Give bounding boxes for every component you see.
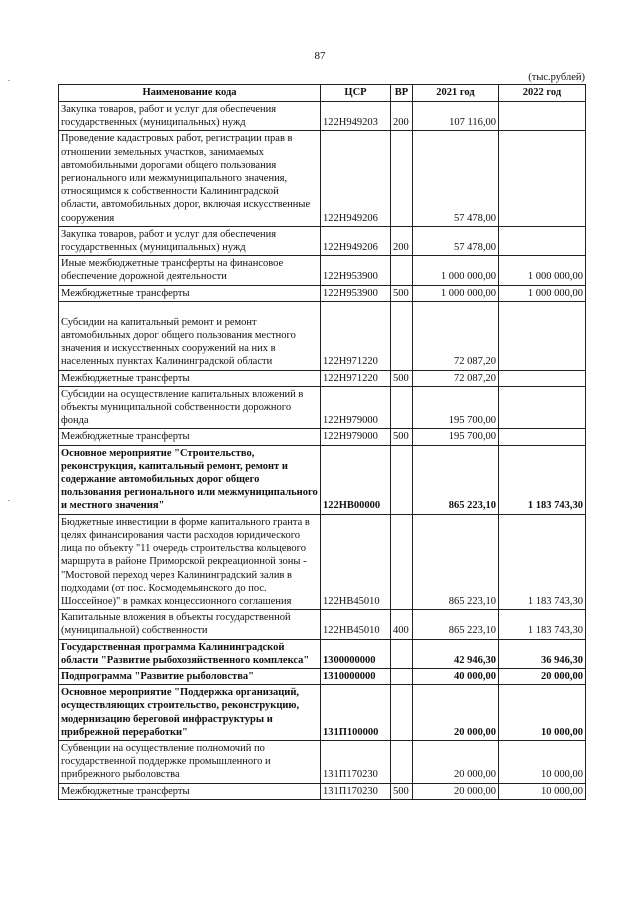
row-csr: 1300000000 xyxy=(321,639,391,668)
row-vr: 200 xyxy=(391,102,413,131)
row-2021: 1 000 000,00 xyxy=(413,285,499,301)
row-name: Субсидии на капитальный ремонт и ремонт автомобильных дорог общего пользования местного значения и искусственных сооружений на них в населенных пунктах Калининградской области xyxy=(59,301,321,370)
row-name: Субвенции на осуществление полномочий по государственной поддержке промышленного и прибрежного рыболовства xyxy=(59,740,321,783)
row-2021: 57 478,00 xyxy=(413,131,499,226)
row-2022: 10 000,00 xyxy=(499,740,586,783)
row-vr xyxy=(391,685,413,741)
row-name: Закупка товаров, работ и услуг для обеспечения государственных (муниципальных) нужд xyxy=(59,226,321,255)
table-row xyxy=(59,740,586,783)
header-name: Наименование кода xyxy=(59,85,321,102)
units-label: (тыс.рублей) xyxy=(528,72,585,83)
row-csr: 122Н953900 xyxy=(321,285,391,301)
row-2022 xyxy=(499,301,586,370)
table-row xyxy=(59,429,586,445)
row-vr xyxy=(391,131,413,226)
row-name: Основное мероприятие "Поддержка организаций, осуществляющих строительство, реконструкцию, модернизацию береговой инфраструктуры и прибрежной переработки" xyxy=(59,685,321,741)
row-csr: 122Н979000 xyxy=(321,429,391,445)
row-vr: 500 xyxy=(391,783,413,799)
header-vr: ВР xyxy=(391,85,413,102)
header-2022: 2022 год xyxy=(499,85,586,102)
row-2022 xyxy=(499,429,586,445)
table-row xyxy=(59,256,586,285)
row-csr: 122Н971220 xyxy=(321,301,391,370)
row-2021: 1 000 000,00 xyxy=(413,256,499,285)
row-2021: 865 223,10 xyxy=(413,445,499,514)
row-2021: 107 116,00 xyxy=(413,102,499,131)
table-row xyxy=(59,226,586,255)
row-2022: 20 000,00 xyxy=(499,668,586,684)
table-row xyxy=(59,685,586,741)
table-row xyxy=(59,285,586,301)
table-row xyxy=(59,610,586,639)
table-row xyxy=(59,783,586,799)
scan-artifact xyxy=(8,80,10,81)
row-2021: 72 087,20 xyxy=(413,370,499,386)
header-csr: ЦСР xyxy=(321,85,391,102)
table-row xyxy=(59,102,586,131)
table-header-row xyxy=(59,85,586,102)
table-row xyxy=(59,668,586,684)
row-2022: 10 000,00 xyxy=(499,685,586,741)
table-row xyxy=(59,514,586,609)
header-2021: 2021 год xyxy=(413,85,499,102)
row-csr: 122НВ45010 xyxy=(321,514,391,609)
row-vr xyxy=(391,301,413,370)
row-vr xyxy=(391,256,413,285)
row-name: Проведение кадастровых работ, регистрации прав в отношении земельных участков, занимаемых автомобильными дорогами общего пользования регионального или межмуниципального значения, относящимся к собственности Калининградской области, автомобильных дорог, включая искусственные сооружения xyxy=(59,131,321,226)
row-name: Субсидии на осуществление капитальных вложений в объекты муниципальной собственности дорожного фонда xyxy=(59,386,321,429)
budget-table xyxy=(58,84,586,800)
row-2022: 1 183 743,30 xyxy=(499,445,586,514)
row-name: Межбюджетные трансферты xyxy=(59,783,321,799)
row-csr: 1310000000 xyxy=(321,668,391,684)
row-csr: 122НВ45010 xyxy=(321,610,391,639)
row-2021: 865 223,10 xyxy=(413,610,499,639)
row-2021: 20 000,00 xyxy=(413,783,499,799)
row-2022: 1 000 000,00 xyxy=(499,256,586,285)
row-2021: 195 700,00 xyxy=(413,386,499,429)
row-2022: 1 183 743,30 xyxy=(499,610,586,639)
row-2022: 1 000 000,00 xyxy=(499,285,586,301)
row-2022 xyxy=(499,226,586,255)
row-vr xyxy=(391,740,413,783)
row-name: Подпрограмма "Развитие рыболовства" xyxy=(59,668,321,684)
row-2022: 36 946,30 xyxy=(499,639,586,668)
row-2021: 865 223,10 xyxy=(413,514,499,609)
row-2022: 1 183 743,30 xyxy=(499,514,586,609)
row-name: Иные межбюджетные трансферты на финансовое обеспечение дорожной деятельности xyxy=(59,256,321,285)
row-2021: 72 087,20 xyxy=(413,301,499,370)
row-csr: 122Н979000 xyxy=(321,386,391,429)
row-csr: 122Н949206 xyxy=(321,226,391,255)
row-2021: 20 000,00 xyxy=(413,685,499,741)
row-vr xyxy=(391,639,413,668)
row-2021: 20 000,00 xyxy=(413,740,499,783)
row-csr: 122НВ00000 xyxy=(321,445,391,514)
table-row xyxy=(59,445,586,514)
row-2021: 195 700,00 xyxy=(413,429,499,445)
row-name: Закупка товаров, работ и услуг для обеспечения государственных (муниципальных) нужд xyxy=(59,102,321,131)
row-csr: 122Н949206 xyxy=(321,131,391,226)
row-2021: 42 946,30 xyxy=(413,639,499,668)
row-vr: 500 xyxy=(391,285,413,301)
table-row xyxy=(59,301,586,370)
row-csr: 131П100000 xyxy=(321,685,391,741)
page-number: 87 xyxy=(314,50,326,62)
row-vr: 500 xyxy=(391,429,413,445)
row-vr: 500 xyxy=(391,370,413,386)
row-2022 xyxy=(499,386,586,429)
table-row xyxy=(59,386,586,429)
row-name: Капитальные вложения в объекты государственной (муниципальной) собственности xyxy=(59,610,321,639)
row-name: Межбюджетные трансферты xyxy=(59,429,321,445)
row-name: Основное мероприятие "Строительство, реконструкция, капитальный ремонт, ремонт и содержание автомобильных дорог общего пользования регионального или межмуниципального и местного значения" xyxy=(59,445,321,514)
row-vr: 200 xyxy=(391,226,413,255)
row-name: Межбюджетные трансферты xyxy=(59,370,321,386)
row-csr: 131П170230 xyxy=(321,740,391,783)
scan-artifact xyxy=(8,500,10,501)
row-vr xyxy=(391,386,413,429)
row-2022 xyxy=(499,102,586,131)
table-row xyxy=(59,370,586,386)
row-name: Государственная программа Калининградской области "Развитие рыбохозяйственного комплекса" xyxy=(59,639,321,668)
row-2022 xyxy=(499,370,586,386)
row-vr xyxy=(391,445,413,514)
row-2022: 10 000,00 xyxy=(499,783,586,799)
row-vr xyxy=(391,668,413,684)
row-csr: 122Н971220 xyxy=(321,370,391,386)
row-vr: 400 xyxy=(391,610,413,639)
row-csr: 131П170230 xyxy=(321,783,391,799)
row-csr: 122Н949203 xyxy=(321,102,391,131)
table-row xyxy=(59,639,586,668)
row-2021: 57 478,00 xyxy=(413,226,499,255)
row-name: Межбюджетные трансферты xyxy=(59,285,321,301)
row-name: Бюджетные инвестиции в форме капитального гранта в целях финансирования части расходов юридического лица по объекту "11 очередь строительства кольцевого маршрута в районе Приморской рекреационной зоны - "Мостовой переход через Калининградский залив в подходами (от пос. Космодемьянского до пос. Шоссейное)" в рамках концессионного соглашения xyxy=(59,514,321,609)
row-2022 xyxy=(499,131,586,226)
table-row xyxy=(59,131,586,226)
row-vr xyxy=(391,514,413,609)
row-2021: 40 000,00 xyxy=(413,668,499,684)
row-csr: 122Н953900 xyxy=(321,256,391,285)
